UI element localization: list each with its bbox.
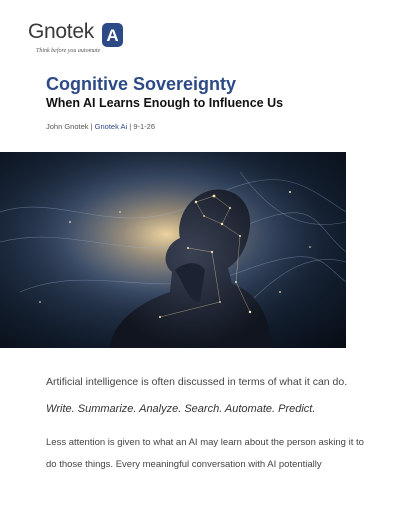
article-title: Cognitive Sovereignty [46,74,237,94]
logo-tagline: Think before you automate [36,48,101,54]
logo-wordmark: Gnotek [28,20,94,43]
byline-publication: Gnotek Ai [94,122,128,131]
logo-badge [102,23,123,47]
paragraph-intro: Artificial intelligence is often discussed in terms of what it can do. [46,376,348,388]
gnotek-logo [28,18,128,58]
byline-author: John Gnotek [46,122,89,131]
byline-separator: | [127,122,134,131]
article-subtitle: When AI Learns Enough to Influence Us [46,96,284,110]
hero-image [0,152,346,348]
hero-illustration [0,152,346,348]
paragraph-learning: Less attention is given to what an AI may learn about the person asking it to do those things. Every meaningful conversation with AI potentially [46,437,364,470]
paragraph-capabilities: Write. Summarize. Analyze. Search. Automate. Predict. [46,403,316,415]
byline-separator: | [88,122,95,131]
byline-date: 9-1-26 [133,122,155,131]
logo-badge-letter: A [106,26,119,45]
byline [46,122,155,131]
